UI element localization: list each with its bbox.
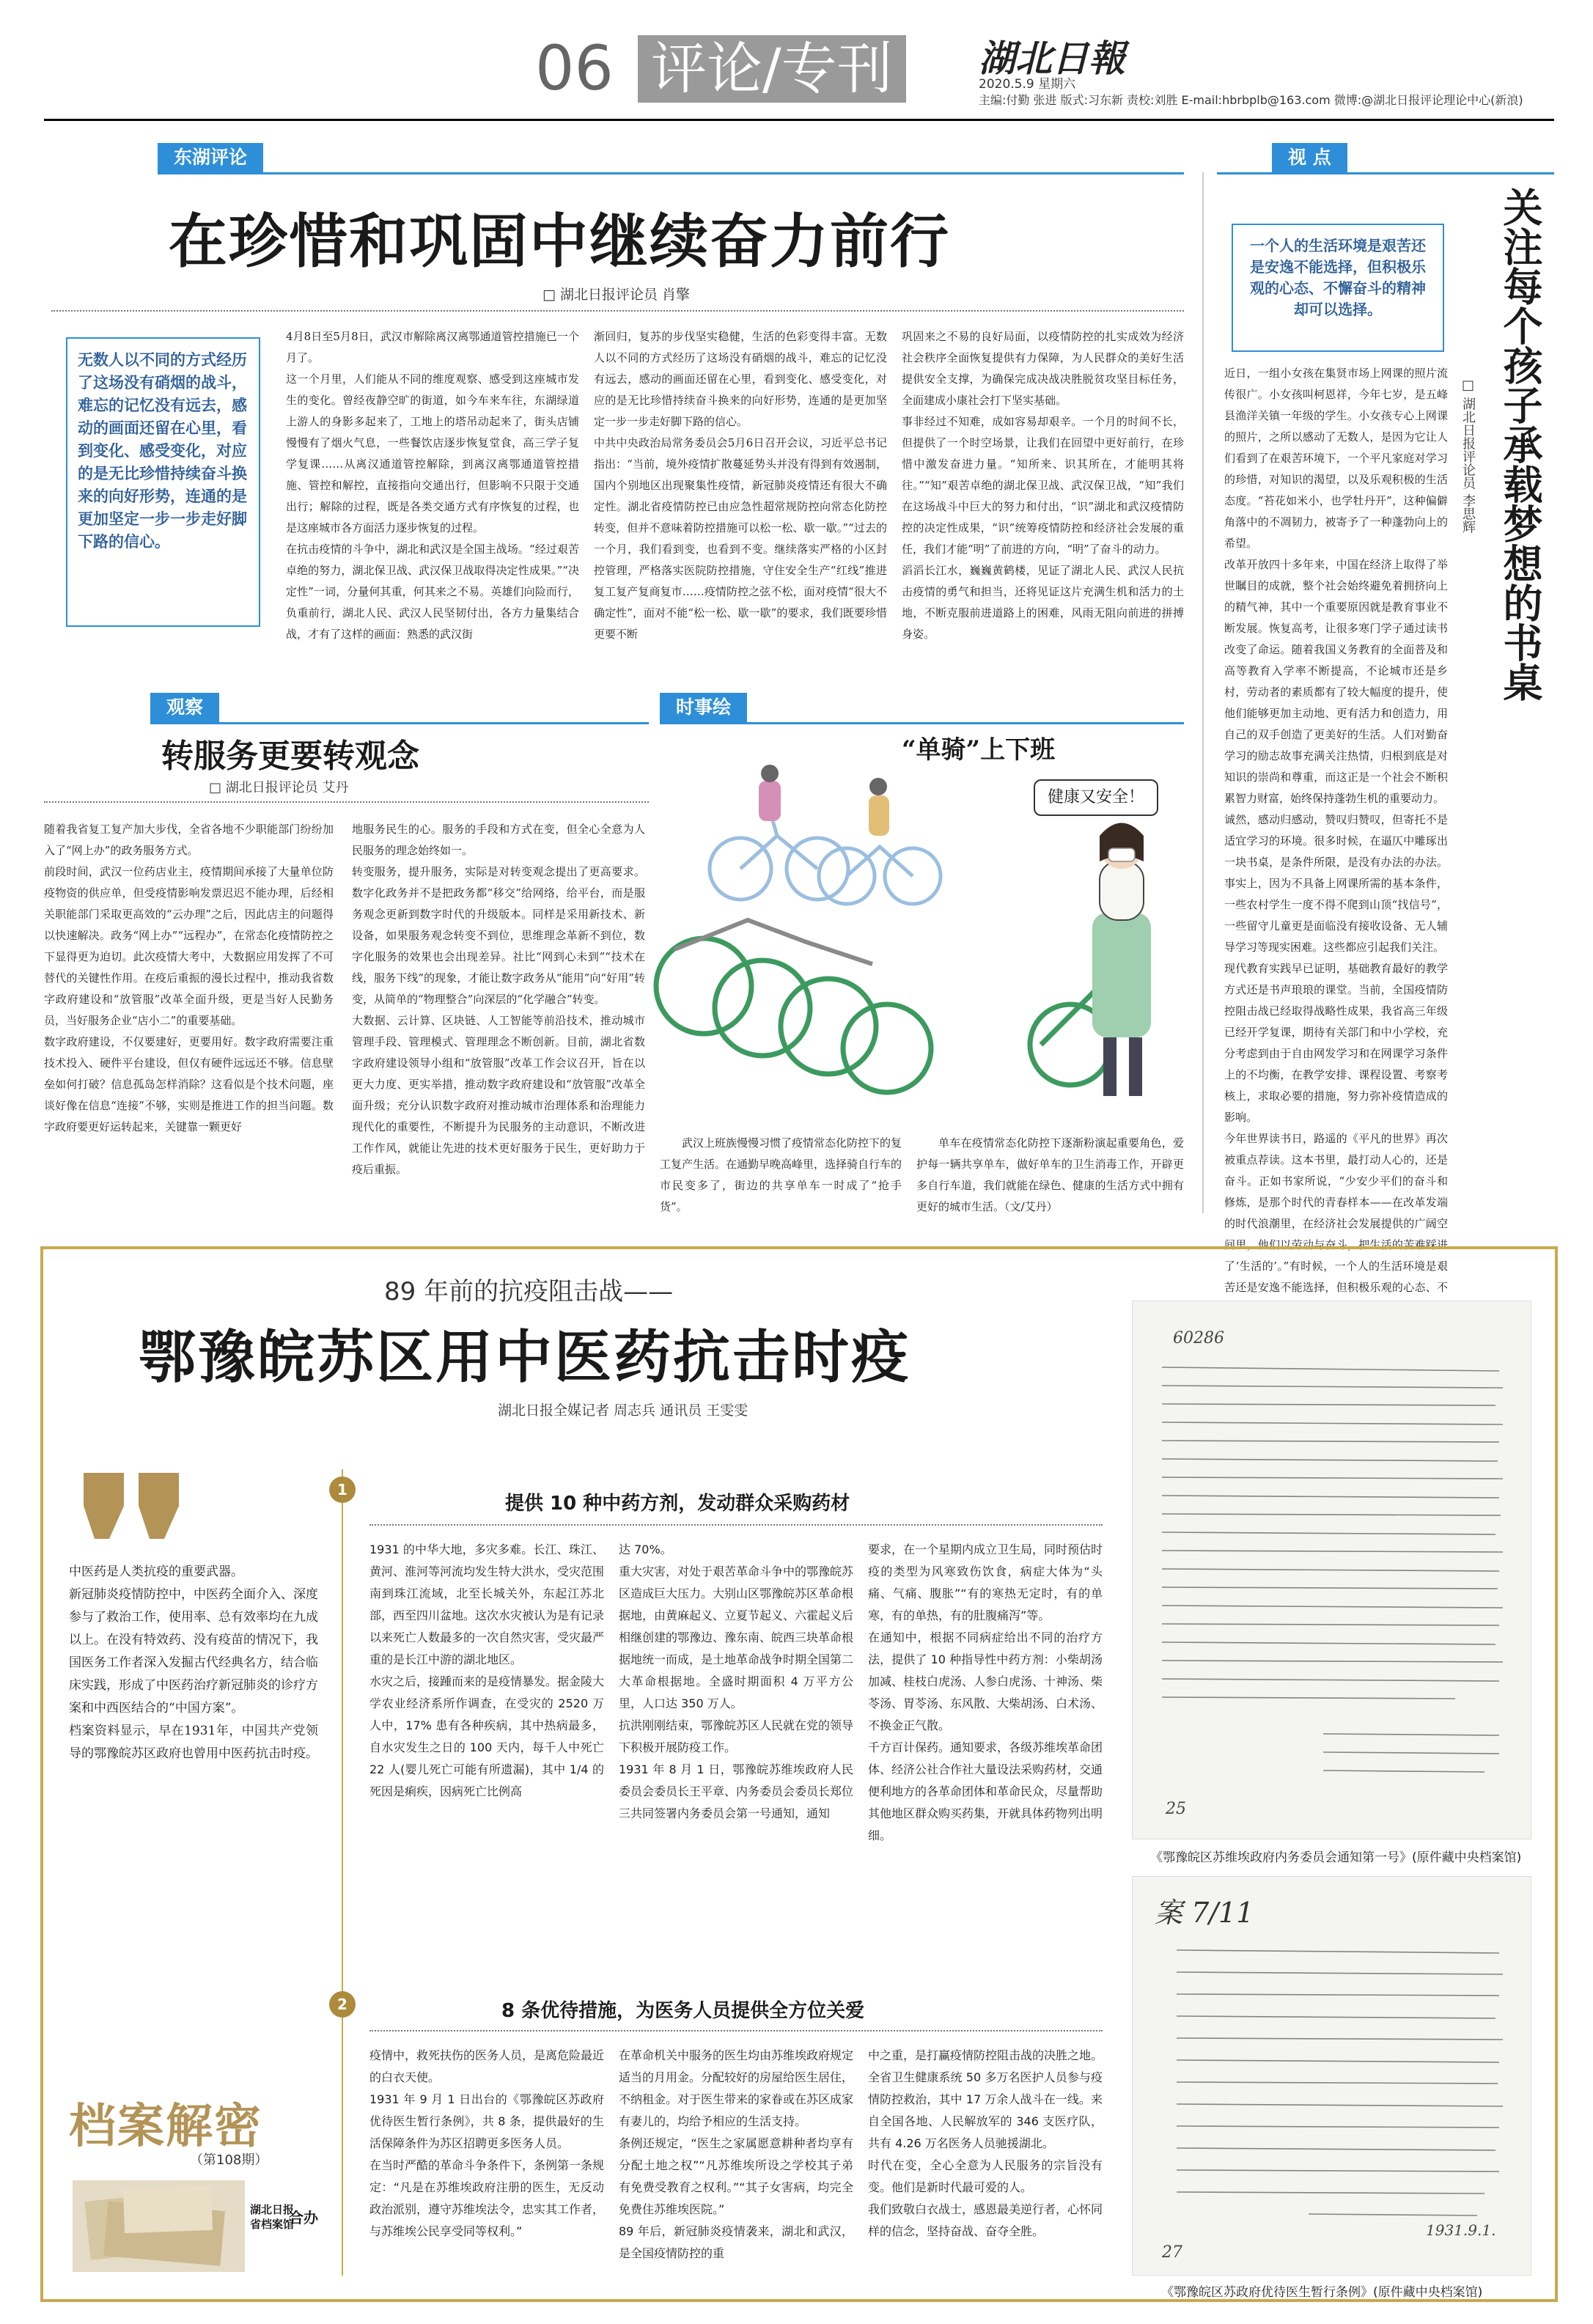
pullquote-text: 无数人以不同的方式经历了这场没有硝烟的战斗，难忘的记忆没有远去，感动的画面还留在心里，看到变化、感受变化，对应的是无比珍惜持续奋斗换来的向好形势，连通的是更加坚定一步一步走好脚下路的信心。 [78, 351, 247, 551]
section-1-col-3: 要求，在一个星期内成立卫生局，同时预估时疫的类型为风寒致伤饮食，病症大体为“头痛、气痛、腹胀”“有的寒热无定时，有的单寒，有的单热，有的肚腹痛泻”等。 在通知中，根据不同病症给出不同的治疗方法，提供了 10 种指导性中药方剂：小柴胡汤加减、桂枝白虎汤、人参白虎汤、十神汤、柴苓汤、胃苓汤、东风散、大柴胡汤、白术汤、不换金正气散。 千方百计保药。通知要求，各级苏维埃革命团体、经济公社合作社大量设法采购药材，交通便利地方的各革命团体和革命民众，尽量帮助其他地区群众购买药集，开就具体药物列出明细。 [868, 1542, 1103, 1842]
brand-title: 档案解密 [69, 2099, 262, 2154]
cartoon-caption-left: 武汉上班族慢慢习惯了疫情常态化防控下的复工复产生活。在通勤早晚高峰里，选择骑自行车的市民变多了，街边的共享单车一时成了“抢手货”。 [660, 1136, 902, 1213]
section-1-title: 提供 10 种中药方剂，发动群众采购药材 [505, 1493, 850, 1515]
document-scan-1 [1132, 1301, 1531, 1839]
guancha-col-2: 地服务民生的心。服务的手段和方式在变，但全心全意为人民服务的理念始终如一。 转变服务，提升服务，实际是对转变观念提出了更高要求。数字化政务并不是把政务都“移交”给网络，给平台，而是服务观念更新到数字时代的升级版本。同样是采用新技术、新设备，如果服务观念转变不到位，思维理念革新不到位，数字化服务的效果也会出现差异。社比“网到心未到”“技术在线，服务下线”的现象，才能让数字政务从“能用”向“好用”转变，从简单的“物理整合”向深层的“化学融合”转变。 大数据、云计算、区块链、人工智能等前沿技术，推动城市管理手段、管理模式、管理理念不断创新。目前，湖北省数字政府建设领导小组和“放管服”改革工作会议召开，旨在以更大力度、更实举措，推动数字政府建设和“放管服”改革全面升级；充分认识数字政府对推动城市治理体系和治理能力现代化的重要性，不断提升为民服务的主动意识，不断改进工作作风，就能让先进的技术更好服务于民生，更好助力于疫后重振。 [352, 823, 645, 1176]
doc1-caption: 《鄂豫皖区苏维埃政府内务委员会通知第一号》(原件藏中央档案馆) [1150, 1850, 1522, 1865]
guandian-byline-text: 湖北日报评论员 李思辉 [1460, 397, 1476, 534]
section-1-divider [369, 1524, 1103, 1526]
guancha-section [44, 693, 652, 1221]
guancha-byline: □ 湖北日报评论员 艾丹 [209, 780, 349, 795]
guandian-tag: 视 点 [1272, 143, 1347, 172]
guandian-body: 近日，一组小女孩在集贤市场上网课的照片流传很广。小女孩叫柯恩祥，今年七岁，是五峰县渔洋关镇一年级的学生。小女孩专心上网课的照片，之所以感动了无数人，是因为它让人们看到了在艰苦环境下，一个平凡家庭对学习的珍惜，对知识的渴望，以及乐观积极的生活态度。“苔花如米小，也学牡丹开”，这种偏僻角落中的不凋韧力，被寄予了一种蓬勃向上的希望。 改革开放四十多年来，中国在经济上取得了举世瞩目的成就，整个社会始终避免着拥挤向上的精气神，其中一个重要原因就是教育事业不断发展。恢复高考，让很多寒门学子通过读书改变了命运。随着我国义务教育的全面普及和高等教育入学率不断提高，不论城市还是乡村，劳动者的素质都有了较大幅度的提升，使他们能够更加主动地、更有活力和创造力，用自己的双手创造了更美好的生活。人们对勤奋学习的励志故事充满关注热情，归根到底是对知识的崇尚和尊重，而这正是一个社会不断积累智力财富，始终保持蓬勃生机的重要动力。 诚然，感动归感动，赞叹归赞叹，但寄托不是适宜学习的环境。很多时候，在逼仄中雕琢出一块书桌，是条件所限，是没有办法的办法。事实上，因为不具备上网课所需的基本条件，一些农村学生一度不得不爬到山顶“找信号”，一些留守儿童更是面临没有接收设备、无人辅导学习等现实困难。这些都应引起我们关注。 现代教育实践早已证明，基础教育最好的教学方式还是书声琅琅的课堂。当前，全国疫情防控阻击战已经取得战略性成果，我省高三年级已经开学复课，期待有关部门和中小学校，充分考虑到由于自由网发学习和在网课学习条件上的不均衡，在教学安排、课程设置、考察考核上，求取必要的措施，努力弥补疫情造成的影响。 今年世界读书日，路遥的《平凡的世界》再次被重点荐读。这本书里，最打动人心的，还是奋斗。正如书家所说，“少安少平们的奋斗和修炼，是那个时代的青春样本——在改革发端的时代浪潮里，在经济社会发展提供的广阔空间里，他们以劳动与奋斗，把生活的苦难踩进了‘生活的’。”有时候，一个人的生活环境是艰苦还是安逸不能选择，但积极乐观的心态、不 [1224, 367, 1448, 1294]
donghu-col-2: 渐回归，复苏的步伐坚实稳健，生活的色彩变得丰富。无数人以不同的方式经历了这场没有硝烟的战斗，难忘的记忆没有远去，感动的画面还留在心里，看到变化、感受变化，对应的是无比珍惜持续奋斗换来的向好形势，连通的是更加坚定一步一步走好脚下路的信心。 中共中央政治局常务委员会5月6日召开会议，习近平总书记指出：“当前，境外疫情扩散蔓延势头并没有得到有效遏制，国内个别地区出现聚集性疫情，新冠肺炎疫情还有很大不确定性。湖北省疫情防控已由应急性超常规防控向常态化防控转变，但并不意味着防控措施可以松一松、歇一歇。”“过去的一个月，我们看到变，也看到不变。继续落实严格的小区封控管理，严格落实医院防控措施，守住安全生产“红线”推进复工复产复商复市……疫情防控之弦不松，面对疫情“很大不确定性”，面对不能“松一松、歇一歇”的要求，我们既要珍惜更要不断 [594, 330, 887, 641]
section-title: 评论/专刊 [638, 35, 906, 103]
section-2-col-3: 中之重，是打赢疫情防控阻击战的决胜之地。 全省卫生健康系统 50 多万名医护人员参与疫情防控救治，其中 17 万余人战斗在一线。来自全国各地、人民解放军的 346 支医疗队，共有 4.26 万名医务人员驰援湖北。 时代在变，全心全意为人民服务的宗旨没有变。他们是新时代最可爱的人。 我们致敬白衣战士，感恩最美逆行者，心怀同样的信念，坚持奋战、奋夺全胜。 [868, 2048, 1103, 2238]
guancha-byline-text: 湖北日报评论员 艾丹 [225, 780, 349, 795]
guandian-headline: 关注每个孩子承载梦想的书桌 [1497, 187, 1544, 702]
headline: 在珍惜和巩固中继续奋力前行 [169, 207, 950, 276]
donghu-col-3: 巩固来之不易的良好局面，以疫情防控的扎实成效为经济社会秩序全面恢复提供有力保障，为人民群众的美好生活提供安全支撑，为确保完成决战决胜脱贫攻坚目标任务，全面建成小康社会打下坚实基础。 事非经过不知难，成如容易却艰辛。一个月的时间不长，但提供了一个时空场景，让我们在回望中更好前行，在珍惜中激发奋进力量。“知所来、识其所在，才能明其将往。”“知”艰苦卓绝的湖北保卫战、武汉保卫战，“知”我们在这场战斗中巨大的努力和付出，“识”湖北和武汉疫情防控的决定性成果，“识”统筹疫情防控和经济社会发展的重任，我们才能“明”了前进的方向，“明”了奋斗的动力。 滔滔长江水，巍巍黄鹤楼，见证了湖北人民、武汉人民抗击疫情的勇气和担当，还将见证这片充满生机和活力的土地，不断克服前进道路上的困难，风雨无阻向前进的拼搏身姿。 [902, 330, 1184, 641]
guancha-rule [150, 722, 649, 724]
quote-mark-icon [80, 1466, 190, 1546]
cartoon-caption-right [916, 1133, 1184, 1213]
masthead-rule [44, 119, 1554, 121]
archive-photo [73, 2180, 245, 2272]
speech-bubble [1034, 779, 1158, 816]
paper-logo: 湖北日報 [979, 37, 1125, 80]
section-1-col-2: 达 70%。 重大灾害，对处于艰苦革命斗争中的鄂豫皖苏区造成巨大压力。大别山区鄂豫皖苏区革命根据地，由黄麻起义、立夏节起义、六霍起义后相继创建的鄂豫边、豫东南、皖西三块革命根据地统一而成，是土地革命战争时期全国第二大革命根据地。全盛时期面积 4 万平方公里，人口达 350 万人。 抗洪刚刚结束，鄂豫皖苏区人民就在党的领导下积极开展防疫工作。 1931 年 8 月 1 日，鄂豫皖苏维埃政府人民委员会委员长王平章、内务委员会委员长郑位三共同签署内务委员会第一号通知，通知 [619, 1542, 854, 1820]
cartoon-illustration [660, 766, 1188, 1111]
archive-headline: 鄂豫皖苏区用中医药抗击时疫 [139, 1325, 911, 1391]
donghu-col-1: 4月8日至5月8日，武汉市解除离汉离鄂通道管控措施已一个月了。 这一个月里，人们能从不同的维度观察、感受到这座城市发生的变化。曾经夜静空旷的街道，如今车来车往，东湖绿道上游人的身影多起来了，工地上的塔吊动起来了，街头店铺慢慢有了烟火气息，一些餐饮店逐步恢复堂食，高三学子复学复课……从离汉通道管控解除，到离汉离鄂通道管控措施、管控和解控，直接指向交通出行，但影响不只限于交通出行；解除的过程，既是各类交通方式有序恢复的过程，也是这座城市各方面活力逐步恢复的过程。 在抗击疫情的斗争中，湖北和武汉是全国主战场。“经过艰苦卓绝的努力，湖北保卫战、武汉保卫战取得决定性成果。”“决定性”一词，分量何其重，何其来之不易。英雄们向险而行，负重前行，湖北人民、武汉人民坚韧付出，各方力量集结合战，才有了这样的画面：熟悉的武汉街 [286, 330, 579, 641]
donghu-commentary [44, 143, 1188, 682]
guancha-col-1: 随着我省复工复产加大步伐，全省各地不少职能部门纷纷加入了“网上办”的政务服务方式。 前段时间，武汉一位药店业主，疫情期间承接了大量单位防疫物资的供应单，但受疫情影响发票迟迟不能办理，后经相关职能部门采取更高效的“云办理”之后，因此店主的问题得以快速解决。政务“网上办”“远程办”，在常态化疫情防控之下显得更为迫切。此次疫情大考中，大数据应用发挥了不可替代的关键性作用。在疫后重振的漫长过程中，推动我省数字政府建设和“放管服”改革全面升级，更是当好人民勤务员，当好服务企业“店小二”的重要基础。 数字政府建设，不仅要建好，更要用好。数字政府需要注重技术投入、硬件平台建设，但仅有硬件远远还不够。信息壁垒如何打破？信息孤岛怎样消除？这看似是个技术问题，座谈好像在信息“连接”不够，实则是推进工作的担当问题。数字政府要更好运转起来，关键靠一颗更好 [44, 823, 334, 1133]
cooperation-parties: 湖北日报 省档案馆 [250, 2203, 295, 2231]
divider [51, 310, 1184, 312]
section-1-col-1: 1931 的中华大地，多灾多难。长江、珠江、黄河、淮河等河流均发生特大洪水，受灾范围南到珠江流域，北至长城关外，东起江苏北部，西至四川盆地。这次水灾被认为是有记录以来死亡人数最多的一次自然灾害，受灾最严重的是长江中游的湖北地区。 水灾之后，接踵而来的是疫情暴发。据金陵大学农业经济系所作调查，在受灾的 2520 万人中，17% 患有各种疾病，其中热病最多，自水灾发生之日的 100 天内，每千人中死亡 22 人(婴儿死亡可能有所遗漏)，其中 1/4 的死因是痢疾，因病死亡比例高 [369, 1542, 605, 1798]
timeline-line [342, 1469, 343, 2276]
doc1-mark: 60286 [1173, 1329, 1224, 1347]
section-2-divider [369, 2030, 1103, 2031]
archive-intro: 中医药是人类抗疫的重要武器。 新冠肺炎疫情防控中，中医药全面介入、深度参与了救治工作，使用率、总有效率均在九成以上。在没有特效药、没有疫苗的情况下，我国医务工作者深入发掘古代经典名方，结合临床实践，形成了中医药治疗新冠肺炎的诊疗方案和中西医结合的“中国方案”。 档案资料显示，早在1931年，中国共产党领导的鄂豫皖苏区政府也曾用中医药抗击时疫。 [69, 1564, 318, 1761]
archive-feature [40, 1246, 1558, 2302]
guandian-rule [1217, 172, 1554, 174]
doc2-caption: 《鄂豫皖区苏政府优待医生暂行条例》(原件藏中央档案馆) [1161, 2285, 1483, 2300]
doc2-date: 1931.9.1. [1426, 2221, 1496, 2239]
guandian-pullquote-text: 一个人的生活环境是艰苦还是安逸不能选择，但积极乐观的心态、不懈奋斗的精神却可以选择。 [1250, 237, 1426, 318]
guandian-pullquote [1232, 224, 1444, 352]
doc2-page: 27 [1162, 2243, 1182, 2262]
document-scan-2 [1132, 1876, 1531, 2276]
cartoon-credit: （文/艾丹） [1004, 1200, 1058, 1213]
pullquote-box [66, 337, 260, 627]
speech-bubble-text: 健康又安全！ [1047, 788, 1144, 806]
archive-kicker: 89 年前的抗疫阻击战—— [384, 1277, 674, 1306]
parked-bikes [656, 920, 931, 1092]
guancha-tag: 观察 [150, 693, 219, 722]
shishihui-section [660, 693, 1188, 1221]
masthead [0, 0, 1593, 147]
doc1-page: 25 [1166, 1800, 1186, 1818]
issue-date: 2020.5.9 星期六 [979, 77, 1076, 92]
section-2-col-2: 在革命机关中服务的医生均由苏维埃政府规定适当的月用金。分配较好的房屋给医生居住，不纳租金。对于医生带来的家眷或在苏区成家有妻儿的，均给予相应的生活支持。 条例还规定，“医生之家属愿意耕种者均享有分配土地之权”“凡苏维埃所设之学校其子弟有免费受教育之权利。”“其子女害病，均完全免费住苏维埃医院。” 89 年后，新冠肺炎疫情袭来，湖北和武汉，是全国疫情防控的重 [619, 2048, 854, 2260]
cartoon-title: “单骑”上下班 [902, 735, 1056, 765]
page-number: 06 [535, 32, 614, 104]
byline-text: 湖北日报评论员 肖擎 [560, 287, 691, 303]
section-2-title: 8 条优待措施，为医务人员提供全方位关爱 [501, 2000, 865, 2022]
shishihui-rule [660, 722, 1184, 724]
section-2-number: 2 [329, 1991, 356, 2018]
archive-byline: 湖北日报全媒记者 周志兵 通讯员 王雯雯 [498, 1402, 748, 1419]
guancha-divider [44, 801, 649, 803]
brand-issue: （第108期） [190, 2152, 268, 2168]
background-riders [710, 765, 941, 904]
guandian-vert-rule [1202, 172, 1204, 1213]
tag-rule [158, 172, 1184, 174]
caption-right-text: 单车在疫情常态化防控下逐渐粉演起重要角色，爱护每一辆共享单车，做好单车的卫生消毒工作，开辟更多自行车道，我们就能在绿色、健康的生活方式中拥有更好的城市生活。 [916, 1136, 1184, 1213]
doc2-title: 案 7/11 [1155, 1897, 1254, 1929]
guandian-byline: □ 湖北日报评论员 李思辉 [1460, 378, 1476, 534]
woman-with-bike [1030, 823, 1151, 1097]
guandian-section [1202, 143, 1554, 1294]
section-2-col-1: 疫情中，救死扶伤的医务人员，是离危险最近的白衣天使。 1931 年 9 月 1 日出台的《鄂豫皖区苏政府优待医生暂行条例》，共 8 条，提供最好的生活保障条件为苏区招聘更多医务人员。 在当时严酷的革命斗争条件下，条例第一条规定：“凡是在苏维埃政府注册的医生，无反动政治派别，遵守苏维埃法令，忠实其工作者，与苏维埃公民享受同等权利。” [369, 2048, 605, 2238]
editor-credits: 主编:付勤 张进 版式:习东新 责校:刘胜 E-mail:hbrbplb@163.com 微博:@湖北日报评论理论中心(新浪) [979, 93, 1523, 107]
guancha-headline: 转服务更要转观念 [161, 738, 419, 775]
cooperation-suffix: 合办 [289, 2209, 318, 2226]
section-1-number: 1 [329, 1477, 356, 1503]
byline: □ 湖北日报评论员 肖擎 [542, 287, 691, 303]
shishihui-tag: 时事绘 [660, 693, 747, 722]
donghu-tag: 东湖评论 [158, 143, 263, 172]
